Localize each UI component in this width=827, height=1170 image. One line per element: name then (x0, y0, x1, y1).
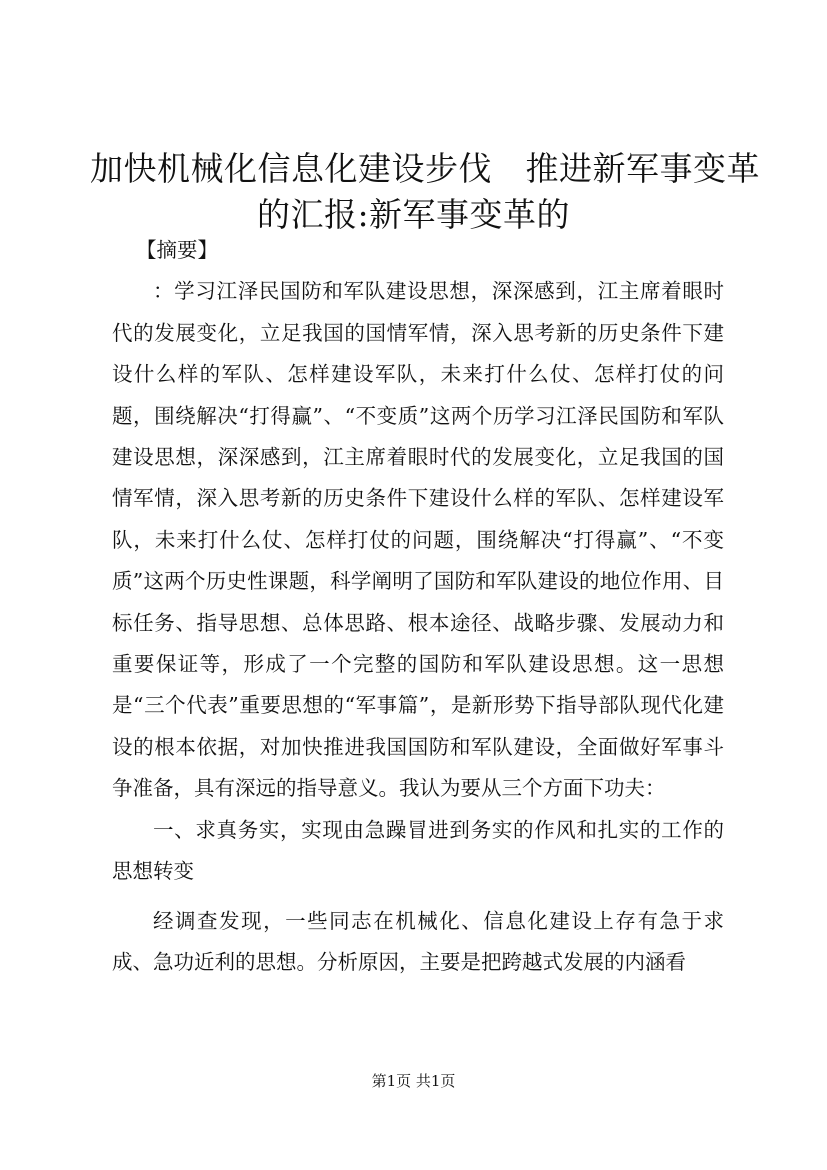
abstract-label: 【摘要】 (136, 238, 218, 262)
section-heading-1: 一、求真务实，实现由急躁冒进到务实的作风和扎实的工作的思想转变 (112, 817, 724, 884)
body-paragraph: 经调查发现，一些同志在机械化、信息化建设上存有急于求成、急功近利的思想。分析原因，主要是把跨越式发展的内涵看 (112, 908, 724, 974)
document-title (90, 146, 760, 238)
document-body (112, 230, 724, 983)
title-line-1: 加快机械化信息化建设步伐 推进新军事变革 (90, 149, 760, 188)
title-line-2: 的汇报:新军事变革的 (256, 195, 571, 234)
abstract-paragraph: ：学习江泽民国防和军队建设思想，深深感到，江主席着眼时代的发展变化，立足我国的国情军情，深入思考新的历史条件下建设什么样的军队、怎样建设军队，未来打什么仗、怎样打仗的问题，围绕解决“打得赢”、“不变质”这两个历学习江泽民国防和军队建设思想，深深感到，江主席着眼时代的发展变化，立足我国的国情军情，深入思考新的历史条件下建设什么样的军队、怎样建设军队，未来打什么仗、怎样打仗的问题，围绕解决“打得赢”、“不变质”这两个历史性课题，科学阐明了国防和军队建设的地位作用、目标任务、指导思想、总体思路、根本途径、战略步骤、发展动力和重要保证等，形成了一个完整的国防和军队建设思想。这一思想是“三个代表”重要思想的“军事篇”，是新形势下指导部队现代化建设的根本依据，对加快推进我国国防和军队建设，全面做好军事斗争准备，具有深远的指导意义。我认为要从三个方面下功夫： (112, 279, 724, 801)
page-footer: 第1页 共1页 (371, 1072, 456, 1090)
